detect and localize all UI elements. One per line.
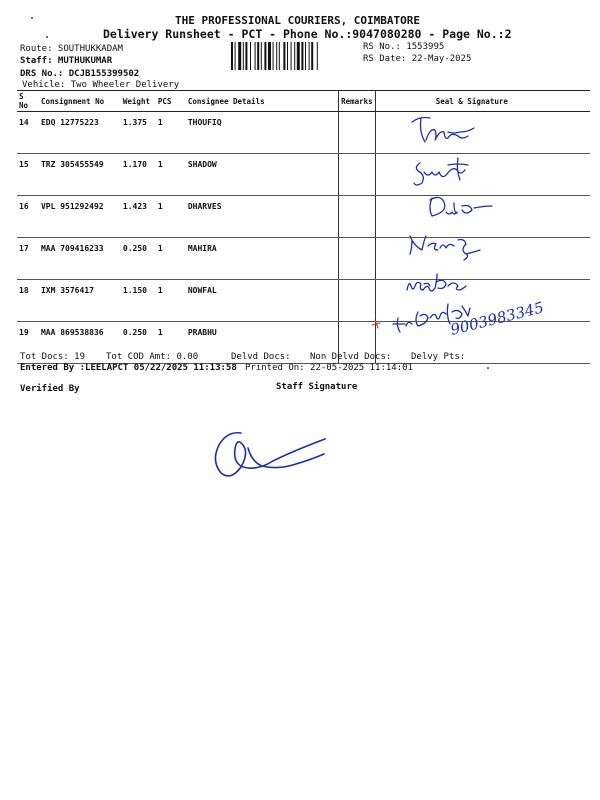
runsheet-table [17, 90, 590, 364]
pcs-cell: 1 [156, 112, 186, 154]
speck [31, 17, 33, 19]
sno-cell: 14 [17, 112, 39, 154]
pcs-cell: 1 [156, 322, 186, 364]
remarks-cell [339, 196, 376, 238]
weight-cell: 1.170 [121, 154, 156, 196]
drs-number: DRS No.: DCJB155399502 [20, 69, 140, 79]
sno-cell: 17 [17, 238, 39, 280]
rs-date: RS Date: 22-May-2025 [363, 54, 472, 64]
weight-cell: 1.375 [121, 112, 156, 154]
total-cod-amount: Tot COD Amt: 0.00 [106, 352, 199, 362]
consignment-cell: EDQ 12775223 [39, 112, 121, 154]
printed-on: Printed On: 22-05-2025 11:14:01 [245, 363, 413, 373]
pcs-cell: 1 [156, 154, 186, 196]
col-header-consignee: Consignee Details [186, 91, 339, 112]
col-header-pcs: PCS [156, 91, 186, 112]
col-header-remarks: Remarks [339, 91, 376, 112]
consignee-cell: MAHIRA [186, 238, 339, 280]
remarks-cell [339, 112, 376, 154]
signature-cell [375, 238, 590, 280]
sno-cell: 16 [17, 196, 39, 238]
weight-cell: 0.250 [121, 322, 156, 364]
staff-signature-label: Staff Signature [276, 382, 358, 392]
table-header-row [17, 91, 590, 112]
sno-cell: 18 [17, 280, 39, 322]
consignee-cell: DHARVES [186, 196, 339, 238]
weight-cell: 1.150 [121, 280, 156, 322]
pcs-cell: 1 [156, 280, 186, 322]
signature-cell [375, 280, 590, 322]
consignee-cell: PRABHU [186, 322, 339, 364]
col-header-seal-signature: Seal & Signature [375, 91, 590, 112]
signature-cell [375, 196, 590, 238]
handwritten-phone: 9003983345 [448, 298, 546, 339]
total-docs: Tot Docs: 19 [20, 352, 86, 362]
consignment-cell: MAA 709416233 [39, 238, 121, 280]
remarks-cell [339, 238, 376, 280]
consignment-cell: IXM 3576417 [39, 280, 121, 322]
delivery-points: Delvy Pts: [411, 352, 466, 362]
table-row [17, 112, 590, 154]
table-row [17, 280, 590, 322]
delivered-docs: Delvd Docs: [231, 352, 291, 362]
table-row [17, 196, 590, 238]
sno-cell: 15 [17, 154, 39, 196]
weight-cell: 1.423 [121, 196, 156, 238]
consignment-cell: TRZ 305455549 [39, 154, 121, 196]
rs-number: RS No.: 1553995 [363, 42, 445, 52]
runsheet-title: Delivery Runsheet - PCT - Phone No.:9047080280 - Page No.:2 [103, 27, 512, 41]
col-header-weight: Weight [121, 91, 156, 112]
vehicle: Vehicle: Two Wheeler Delivery [22, 80, 180, 90]
pcs-cell: 1 [156, 196, 186, 238]
sno-cell: 19 [17, 322, 39, 364]
entered-by: Entered By :LEELAPCT 05/22/2025 11:13:58 [20, 363, 237, 373]
remarks-cell [339, 280, 376, 322]
staff-signature [215, 433, 325, 476]
consignment-cell: MAA 869538836 [39, 322, 121, 364]
consignee-cell: SHADOW [186, 154, 339, 196]
route: Route: SOUTHUKKADAM [20, 44, 123, 54]
verified-by-label: Verified By [20, 384, 80, 394]
company-title: THE PROFESSIONAL COURIERS, COIMBATORE [175, 14, 421, 27]
table-row [17, 238, 590, 280]
table-row [17, 154, 590, 196]
staff: Staff: MUTHUKUMAR [20, 56, 113, 66]
table-row [17, 322, 590, 364]
barcode [231, 42, 355, 70]
speck [487, 367, 489, 369]
col-header-sno: S No [17, 91, 39, 112]
non-delivered-docs: Non Delvd Docs: [310, 352, 392, 362]
consignment-cell: VPL 951292492 [39, 196, 121, 238]
pcs-cell: 1 [156, 238, 186, 280]
signature-cell [375, 154, 590, 196]
consignee-cell: THOUFIQ [186, 112, 339, 154]
consignee-cell: NOWFAL [186, 280, 339, 322]
signature-cell [375, 322, 590, 364]
speck [46, 36, 48, 38]
remarks-cell [339, 154, 376, 196]
weight-cell: 0.250 [121, 238, 156, 280]
col-header-consignment: Consignment No [39, 91, 121, 112]
signature-cell [375, 112, 590, 154]
